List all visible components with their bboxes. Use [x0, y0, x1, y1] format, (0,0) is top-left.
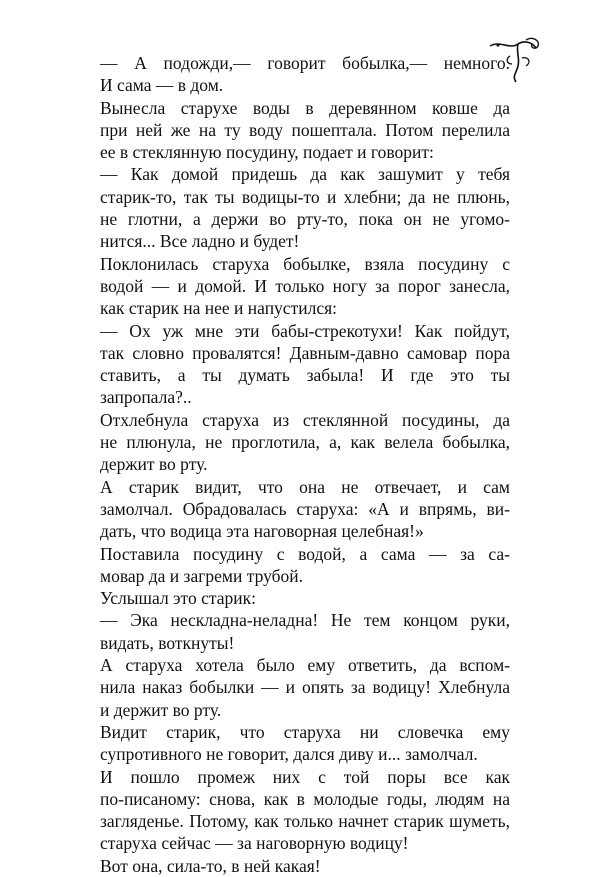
- text-line: старуха сейчас — за наговорную водицу!: [100, 833, 409, 854]
- text-line: нится... Все ладно и будет!: [100, 231, 300, 252]
- paragraph: [100, 320, 510, 409]
- text-line: дать, что водица эта наговорная целебная!»: [100, 521, 424, 542]
- text-line: Видит старик, что старуха ни словечка ему: [100, 721, 510, 742]
- text-line: держит во рту.: [100, 454, 208, 475]
- text-line: запропала?..: [100, 387, 192, 408]
- paragraph: [100, 476, 510, 543]
- text-line: супротивного не говорит, дался диву и... замолчал.: [100, 744, 478, 765]
- text-line: Поставила посудину с водой, а сама — за са-: [100, 543, 510, 564]
- text-line: при ней же на ту воду пошептала. Потом перелила: [100, 119, 510, 140]
- text-line: водой — и домой. И только ногу за порог занесла,: [100, 275, 510, 296]
- paragraph: [100, 609, 510, 654]
- paragraph: [100, 163, 510, 252]
- story-text: [100, 52, 510, 877]
- text-line: Вынесла старухе воды в деревянном ковше да: [100, 97, 510, 118]
- text-line: так словно провалятся! Давным-давно самовар пора: [100, 342, 510, 363]
- text-line: ее в стеклянную посудину, подает и говорит:: [100, 142, 434, 163]
- paragraph: [100, 855, 510, 877]
- text-line: не глотни, а держи во рту-то, пока он не угомо-: [100, 209, 510, 230]
- text-line: видать, воткнуты!: [100, 632, 235, 653]
- text-line: ставить, а ты думать забыла! И где это ты: [100, 365, 510, 386]
- paragraph: [100, 97, 510, 164]
- text-line: старик-то, так ты водицы-то и хлебни; да не плюнь,: [100, 186, 510, 207]
- text-line: Поклонилась старуха бобылке, взяла посудину с: [100, 253, 510, 274]
- text-line: замолчал. Обрадовалась старуха: «А и впрямь, ви-: [100, 498, 510, 519]
- text-line: — Ох уж мне эти бабы-стрекотухи! Как пойдут,: [100, 320, 510, 341]
- text-line: нила наказ бобылки — и опять за водицу! Хлебнула: [100, 677, 510, 698]
- text-line: как старик на нее и напустился:: [100, 298, 338, 319]
- text-line: и держит во рту.: [100, 699, 222, 720]
- paragraph: [100, 543, 510, 588]
- paragraph: [100, 766, 510, 855]
- text-line: не плюнула, не проглотила, а, как велела бобылка,: [100, 432, 510, 453]
- text-line: А старик видит, что она не отвечает, и сам: [100, 476, 510, 497]
- text-line: — Эка нескладна-неладна! Не тем концом руки,: [100, 610, 510, 631]
- text-line: И сама — в дом.: [100, 75, 224, 96]
- text-line: Вот она, сила-то, в ней какая!: [100, 855, 321, 876]
- text-line: загляденье. Потому, как только начнет старик шуметь,: [100, 811, 510, 832]
- text-line: А старуха хотела было ему ответить, да вспом-: [100, 655, 510, 676]
- text-line: мовар да и загреми трубой.: [100, 565, 304, 586]
- text-line: Услышал это старик:: [100, 588, 256, 609]
- paragraph: [100, 721, 510, 766]
- paragraph: [100, 654, 510, 721]
- text-line: — А подожди,— говорит бобылка,— немного.: [100, 53, 510, 73]
- text-line: Отхлебнула старуха из стеклянной посудины, да: [100, 409, 510, 430]
- paragraph: [100, 253, 510, 320]
- paragraph: [100, 52, 510, 97]
- text-line: И пошло промеж них с той поры все как: [100, 766, 510, 787]
- paragraph: [100, 409, 510, 476]
- paragraph: [100, 587, 510, 609]
- text-line: по-писаному: снова, как в молодые годы, людям на: [100, 788, 510, 809]
- text-line: — Как домой придешь да как зашумит у тебя: [100, 164, 510, 185]
